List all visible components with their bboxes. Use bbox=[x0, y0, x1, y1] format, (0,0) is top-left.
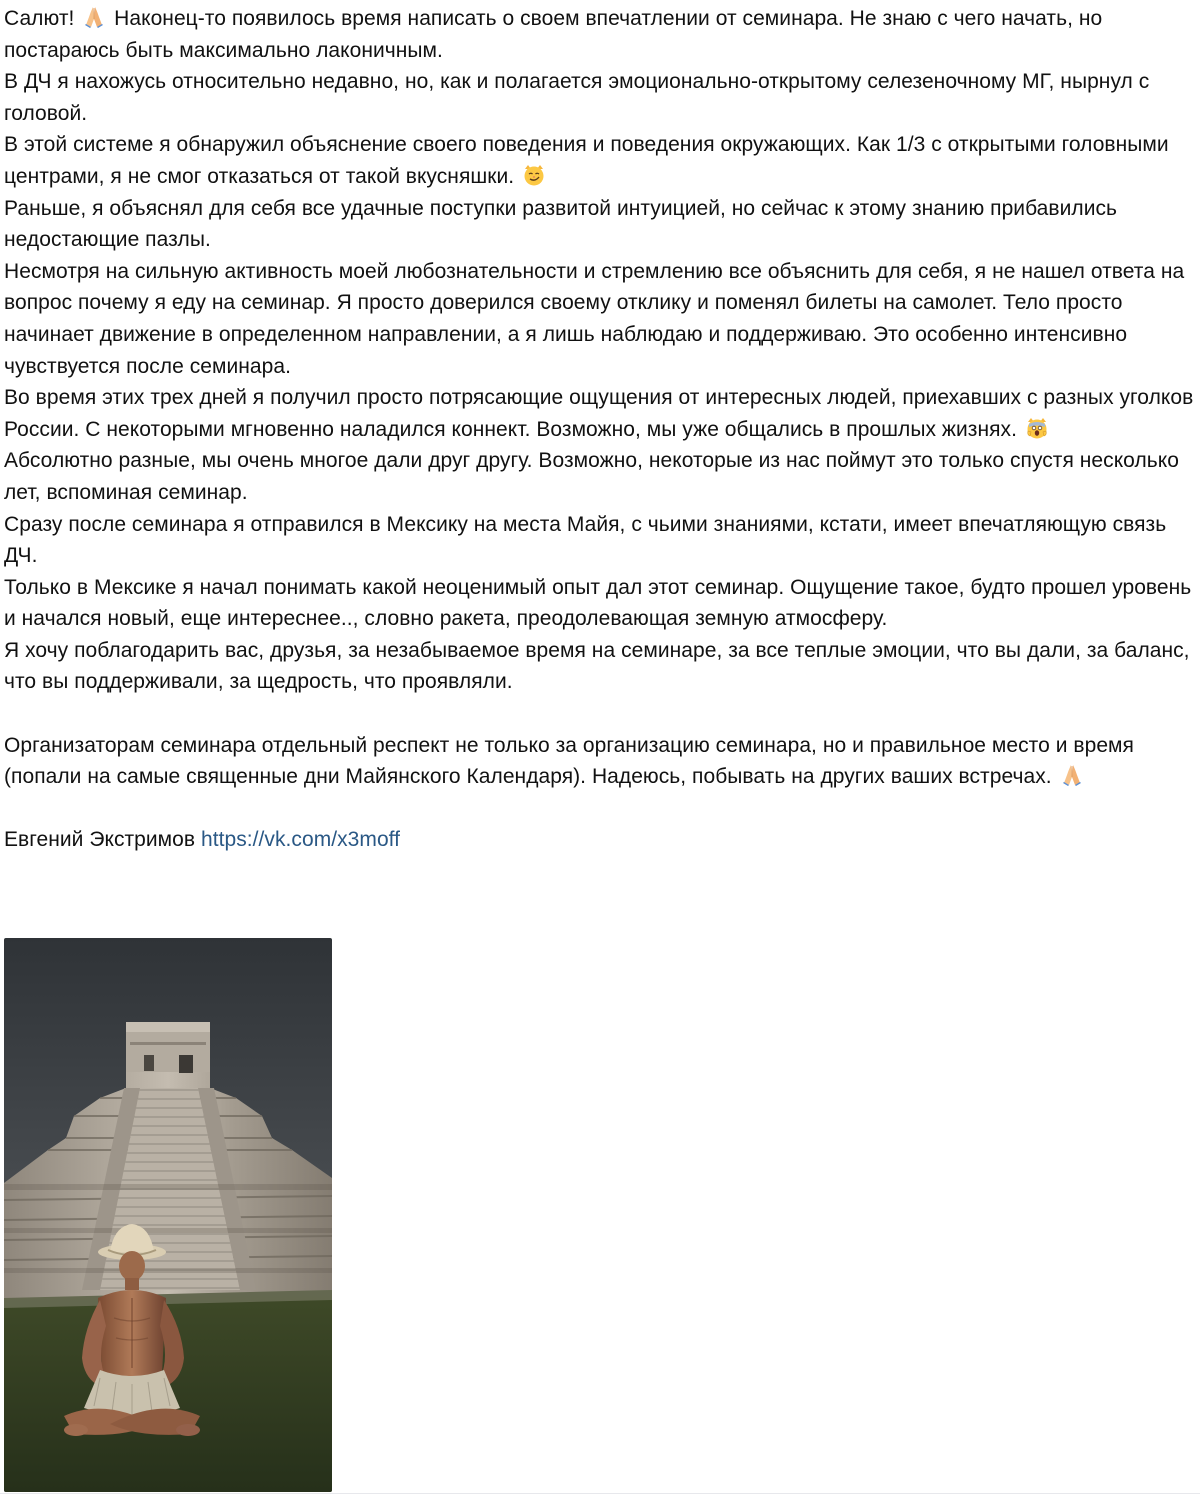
paragraph bbox=[4, 635, 1194, 698]
paragraph-text: Абсолютно разные, мы очень многое дали друг другу. Возможно, некоторые из нас поймут это только спустя несколько лет, вспоминая семинар. bbox=[4, 449, 1179, 504]
paragraph-text: В ДЧ я нахожусь относительно недавно, но, как и полагается эмоционально-открытому селезеночному МГ, нырнул с головой. bbox=[4, 70, 1150, 125]
pyramid-photo-icon bbox=[4, 938, 332, 1492]
paragraph-text: В этой системе я обнаружил объяснение своего поведения и поведения окружающих. Как 1/3 с открытыми головными центрами, я не смог отказаться от такой вкусняшки. bbox=[4, 133, 1169, 188]
paragraph bbox=[4, 382, 1194, 445]
paragraph bbox=[4, 509, 1194, 572]
paragraph-text: Наконец-то появилось время написать о своем впечатлении от семинара. Не знаю с чего начать, но постараюсь быть максимально лаконичным. bbox=[4, 7, 1103, 62]
praying-hands-icon bbox=[1060, 763, 1084, 787]
paragraph-gap bbox=[4, 698, 1194, 730]
post-text bbox=[4, 0, 1194, 824]
praying-hands-icon bbox=[82, 5, 106, 29]
paragraph bbox=[4, 193, 1194, 256]
smirking-cat-icon bbox=[522, 163, 546, 187]
author-name: Евгений Экстримов bbox=[4, 828, 196, 852]
paragraph bbox=[4, 445, 1194, 508]
paragraph bbox=[4, 66, 1194, 129]
paragraph-text: Раньше, я объяснял для себя все удачные поступки развитой интуицией, но сейчас к этому знанию прибавились недостающие пазлы. bbox=[4, 196, 1118, 252]
paragraph-text: Организаторам семинара отдельный респект не только за организацию семинара, но и правильное место и время (попали на самые священные дни Майянского Календаря). Надеюсь, побывать на других ваших встречах. bbox=[4, 733, 1134, 789]
post-photo[interactable] bbox=[4, 938, 332, 1492]
paragraph bbox=[4, 256, 1194, 382]
paragraph-text: Во время этих трех дней я получил просто потрясающие ощущения от интересных людей, приехавших с разных уголков России. С некоторыми мгновенно наладился коннект. Возможно, мы уже общались в прошлых жизнях. bbox=[4, 386, 1194, 441]
divider bbox=[0, 1493, 1200, 1494]
paragraph-text: Я хочу поблагодарить вас, друзья, за незабываемое время на семинаре, за все теплые эмоции, что вы дали, за баланс, что вы поддерживали, за щедрость, что проявляли. bbox=[4, 638, 1190, 694]
paragraph-text: Несмотря на сильную активность моей любознательности и стремлению все объяснить для себя, я не нашел ответа на вопрос почему я еду на семинар. Я просто доверился своему отклику и поменял билеты на самолет. Тело просто начинает движение в определенном направлении, а я лишь наблюдаю и поддерживаю. Это особенно интенсивно чувствуется после семинара. bbox=[4, 259, 1185, 378]
author-line bbox=[4, 824, 1194, 856]
paragraph-text: Сразу после семинара я отправился в Мексику на места Майя, с чьими знаниями, кстати, имеет впечатляющую связь ДЧ. bbox=[4, 512, 1167, 568]
paragraph-gap bbox=[4, 793, 1194, 825]
paragraph-text: Только в Мексике я начал понимать какой неоценимый опыт дал этот семинар. Ощущение такое, будто прошел уровень и начался новый, еще интереснее.., словно ракета, преодолевающая земную атмосферу. bbox=[4, 575, 1192, 631]
paragraph-text: Салют! bbox=[4, 7, 81, 30]
paragraph bbox=[4, 572, 1194, 635]
author-link[interactable]: https://vk.com/x3moff bbox=[201, 828, 401, 852]
paragraph bbox=[4, 129, 1194, 192]
post bbox=[4, 0, 1194, 856]
paragraph bbox=[4, 730, 1194, 793]
paragraph bbox=[4, 3, 1194, 66]
screaming-cat-icon bbox=[1025, 416, 1049, 440]
